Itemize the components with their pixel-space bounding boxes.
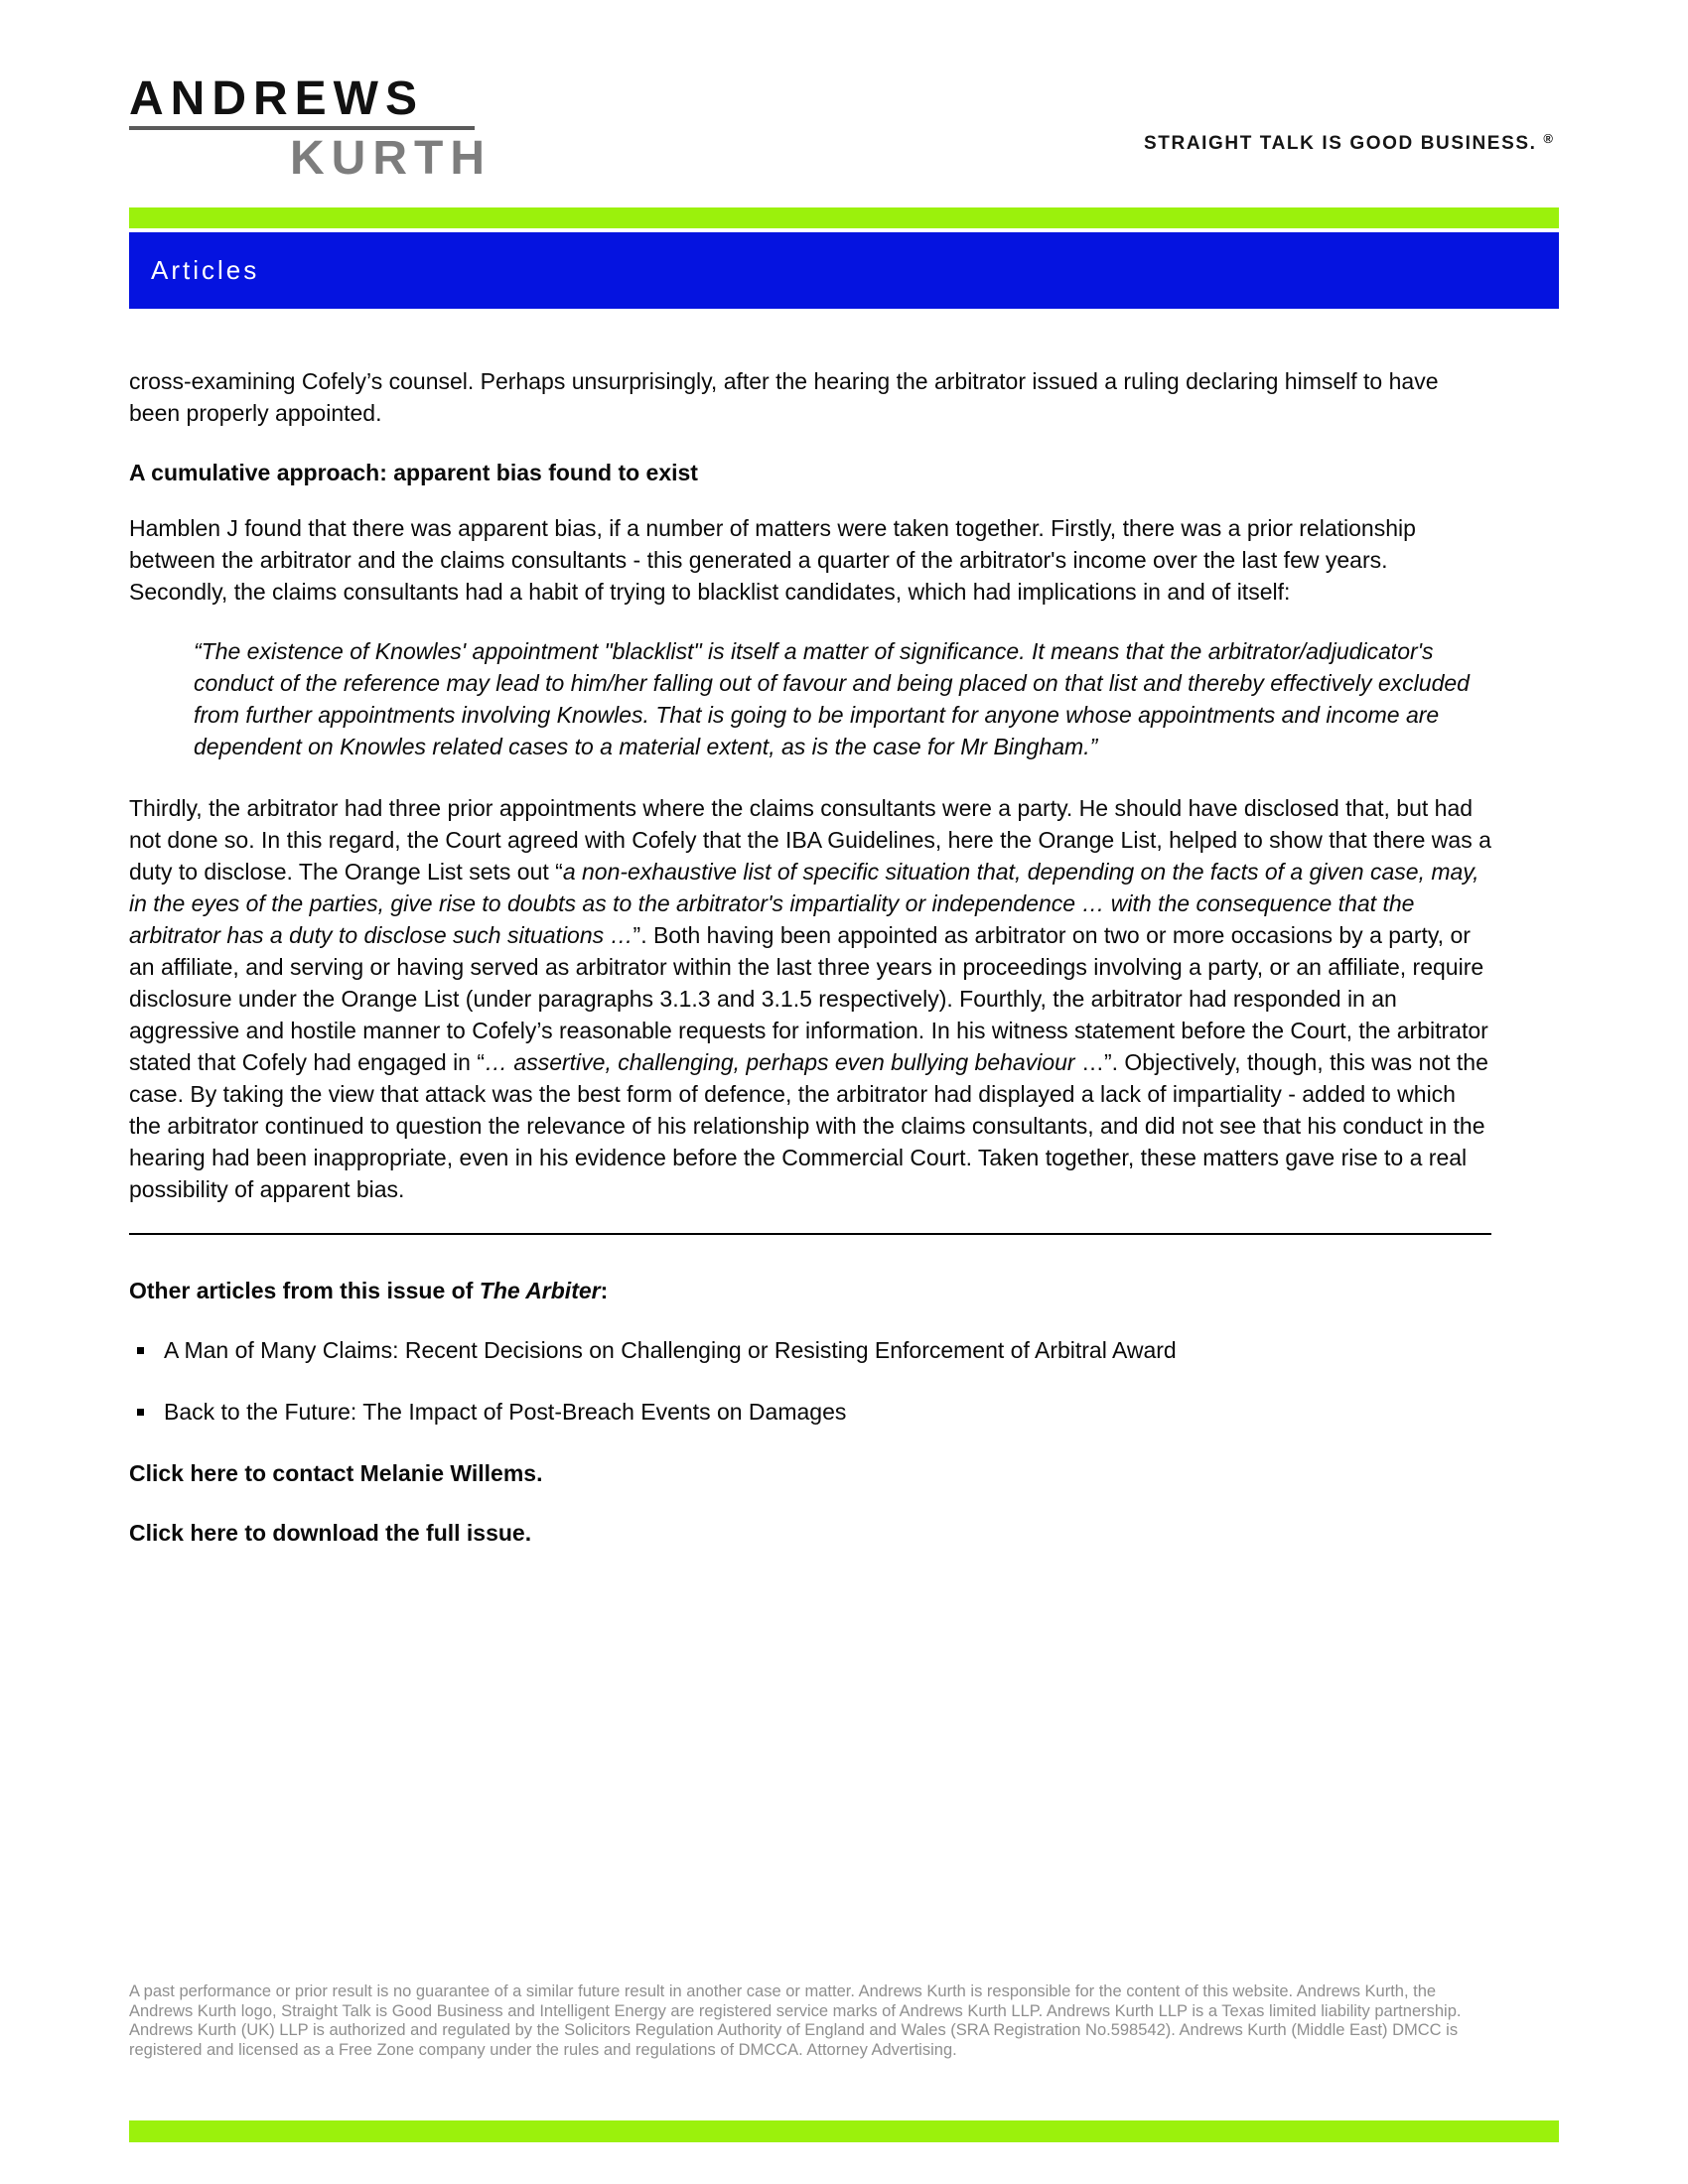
thirdly-seg-italic-1: a non-exhaustive list of specific situation that, depending on the facts of a given case, may, in the eyes of the parties, give rise to doubts as to the arbitrator's impartiality or independence … with the consequence that the arbitrator has a duty to disclose such situations … — [129, 859, 1479, 948]
other-articles-heading — [129, 1275, 1491, 1306]
contact-link[interactable]: Click here to contact Melanie Willems. — [129, 1460, 543, 1486]
thirdly-seg-normal-1: Thirdly, the arbitrator had three prior appointments where the claims consultants were a party. He should have disclosed that, but had not done so. In this regard, the Court agreed with Cofely that the IBA Guidelines, here the Orange List, helped to show that there was a duty to disclose. The Orange List sets out “ — [129, 795, 1491, 885]
journal-title: The Arbiter — [479, 1278, 601, 1303]
list-item[interactable] — [129, 1396, 1491, 1428]
other-article-link-1[interactable]: A Man of Many Claims: Recent Decisions on Challenging or Resisting Enforcement of Arbitral Award — [164, 1337, 1177, 1363]
other-articles-heading-prefix: Other articles from this issue of — [129, 1278, 480, 1303]
knowles-blockquote: “The existence of Knowles' appointment "blacklist" is itself a matter of significance. It means that the arbitrator/adjudicator's conduct of the reference may lead to him/her falling out of favour and being placed on that list and thereby effectively excluded from further appointments involving Knowles. That is going to be important for anyone whose appointments and income are dependent on Knowles related cases to a material extent, as is the case for Mr Bingham.” — [194, 638, 1470, 759]
section-divider-rule — [129, 1233, 1491, 1235]
articles-banner-label: Articles — [151, 255, 260, 285]
thirdly-seg-normal-3: …”. Objectively, though, this was not the case. By taking the view that attack was the best form of defence, the arbitrator had displayed a lack of impartiality - added to which the arbitrator continued to question the relevance of his relationship with the claims consultants, and did not see that his conduct in the hearing had been inappropriate, even in his evidence before the Commercial Court. Taken together, these matters gave rise to a real possibility of apparent bias. — [129, 1049, 1488, 1202]
bullet-icon — [137, 1409, 144, 1416]
brand-tagline — [1144, 131, 1553, 155]
registered-trademark-icon: ® — [1543, 131, 1553, 146]
intro-paragraph: cross-examining Cofely’s counsel. Perhaps unsurprisingly, after the hearing the arbitrator issued a ruling declaring himself to have been properly appointed. — [129, 368, 1439, 426]
logo-kurth-text: KURTH — [290, 132, 492, 185]
tagline-text: STRAIGHT TALK IS GOOD BUSINESS. — [1144, 133, 1537, 154]
list-item[interactable] — [129, 1334, 1491, 1366]
green-accent-bar-top — [129, 207, 1559, 228]
thirdly-seg-normal-2: ”. Both having been appointed as arbitrator on two or more occasions by a party, or an affiliate, and serving or having served as arbitrator within the last three years in proceedings involving a party, or an affiliate, require disclosure under the Orange List (under paragraphs 3.1.3 and 3.1.5 respectively). Fourthly, the arbitrator had responded in an aggressive and hostile manner to Cofely’s reasonable requests for information. In his witness statement before the Court, the arbitrator stated that Cofely had engaged in “ — [129, 922, 1488, 1075]
other-article-link-2[interactable]: Back to the Future: The Impact of Post-Breach Events on Damages — [164, 1399, 847, 1425]
articles-section-banner — [129, 232, 1559, 309]
hamblen-paragraph: Hamblen J found that there was apparent bias, if a number of matters were taken together. Firstly, there was a prior relationship between the arbitrator and the claims consultants - this generated a quarter of the arbitrator's income over the last few years. Secondly, the claims consultants had a habit of trying to blacklist candidates, which had implications in and of itself: — [129, 515, 1416, 605]
download-link[interactable]: Click here to download the full issue. — [129, 1520, 532, 1546]
thirdly-paragraph — [129, 792, 1491, 1205]
other-articles-heading-suffix: : — [600, 1278, 609, 1303]
bullet-icon — [137, 1347, 144, 1354]
footer-disclaimer: A past performance or prior result is no guarantee of a similar future result in another case or matter. Andrews Kurth is responsible for the content of this website. Andrews Kurth, the Andrews Kurth logo, Straight Talk is Good Business and Intelligent Energy are registered service marks of Andrews Kurth LLP. Andrews Kurth LLP is a Texas limited liability partnership. Andrews Kurth (UK) LLP is authorized and regulated by the Solicitors Regulation Authority of England and Wales (SRA Registration No.598542). Andrews Kurth (Middle East) DMCC is registered and licensed as a Free Zone company under the rules and regulations of DMCCA. Attorney Advertising. — [129, 1982, 1462, 2059]
logo-andrews-text: ANDREWS — [129, 72, 424, 125]
thirdly-seg-italic-2: … assertive, challenging, perhaps even bullying behaviour — [485, 1049, 1081, 1075]
logo-underline — [129, 126, 475, 130]
cumulative-approach-heading: A cumulative approach: apparent bias found to exist — [129, 460, 698, 485]
green-accent-bar-bottom — [129, 2120, 1559, 2142]
article-body — [129, 365, 1491, 1576]
